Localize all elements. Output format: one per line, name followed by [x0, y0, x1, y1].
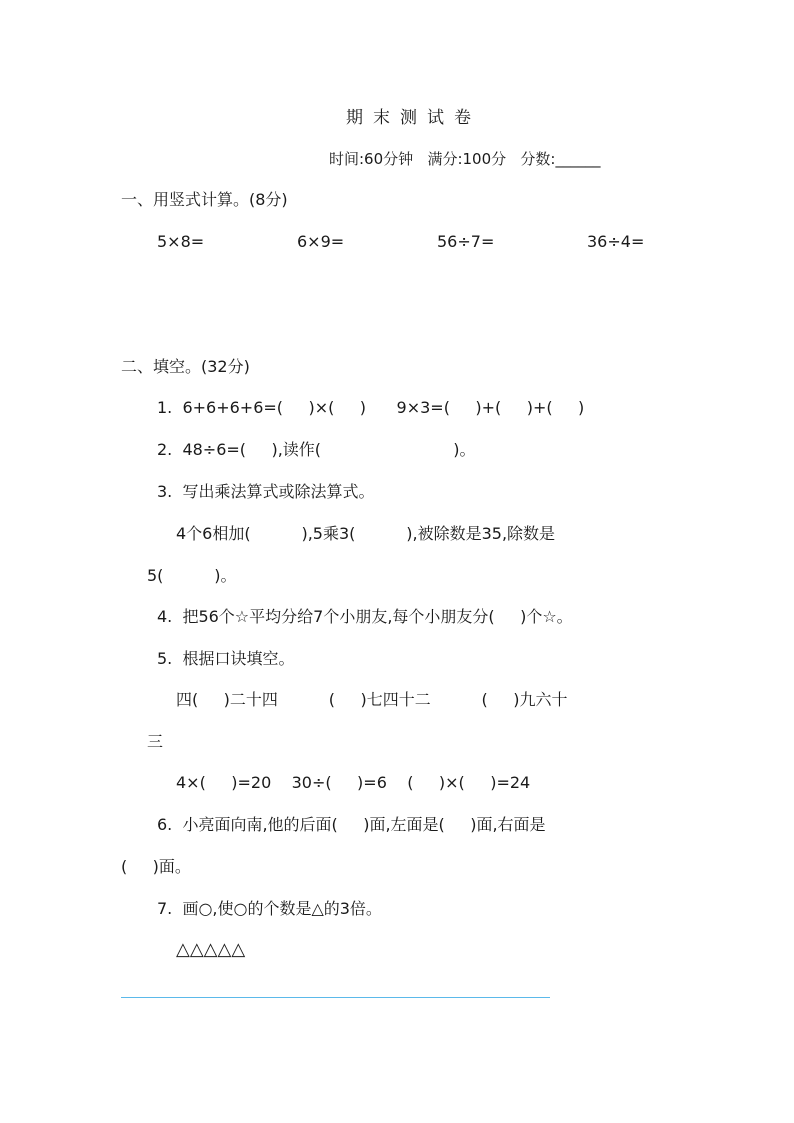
- question-5-title: 5. 根据口诀填空。: [157, 649, 295, 668]
- footer-rule: [121, 997, 550, 998]
- triangle-shapes: △△△△△: [176, 939, 246, 960]
- question-3-title: 3. 写出乘法算式或除法算式。: [157, 482, 375, 501]
- part2-heading: 二、填空。(32分): [121, 357, 250, 376]
- question-5-line: 4×( )=20 30÷( )=6 ( )×( )=24: [176, 773, 531, 792]
- question-4: 4. 把56个☆平均分给7个小朋友,每个小朋友分( )个☆。: [157, 607, 573, 626]
- question-3-line: 5( )。: [147, 566, 237, 585]
- question-5-line: 三: [147, 732, 164, 751]
- calc-problem: 36÷4=: [587, 232, 645, 251]
- question-6-cont: ( )面。: [121, 857, 191, 876]
- calc-problem: 6×9=: [297, 232, 345, 251]
- exam-meta: 时间:60分钟 满分:100分 分数:______: [329, 150, 601, 168]
- question-5-line: 四( )二十四 ( )七四十二 ( )九六十: [176, 690, 568, 709]
- question-1: 1. 6+6+6+6=( )×( ) 9×3=( )+( )+( ): [157, 398, 585, 417]
- calc-problem: 56÷7=: [437, 232, 495, 251]
- part1-heading: 一、用竖式计算。(8分): [121, 190, 288, 209]
- question-7-title: 7. 画○,使○的个数是△的3倍。: [157, 899, 382, 918]
- question-2: 2. 48÷6=( ),读作( )。: [157, 440, 476, 459]
- question-3-line: 4个6相加( ),5乘3( ),被除数是35,除数是: [176, 524, 556, 543]
- question-6: 6. 小亮面向南,他的后面( )面,左面是( )面,右面是: [157, 815, 546, 834]
- exam-title: 期末测试卷: [346, 108, 481, 128]
- calc-problem: 5×8=: [157, 232, 205, 251]
